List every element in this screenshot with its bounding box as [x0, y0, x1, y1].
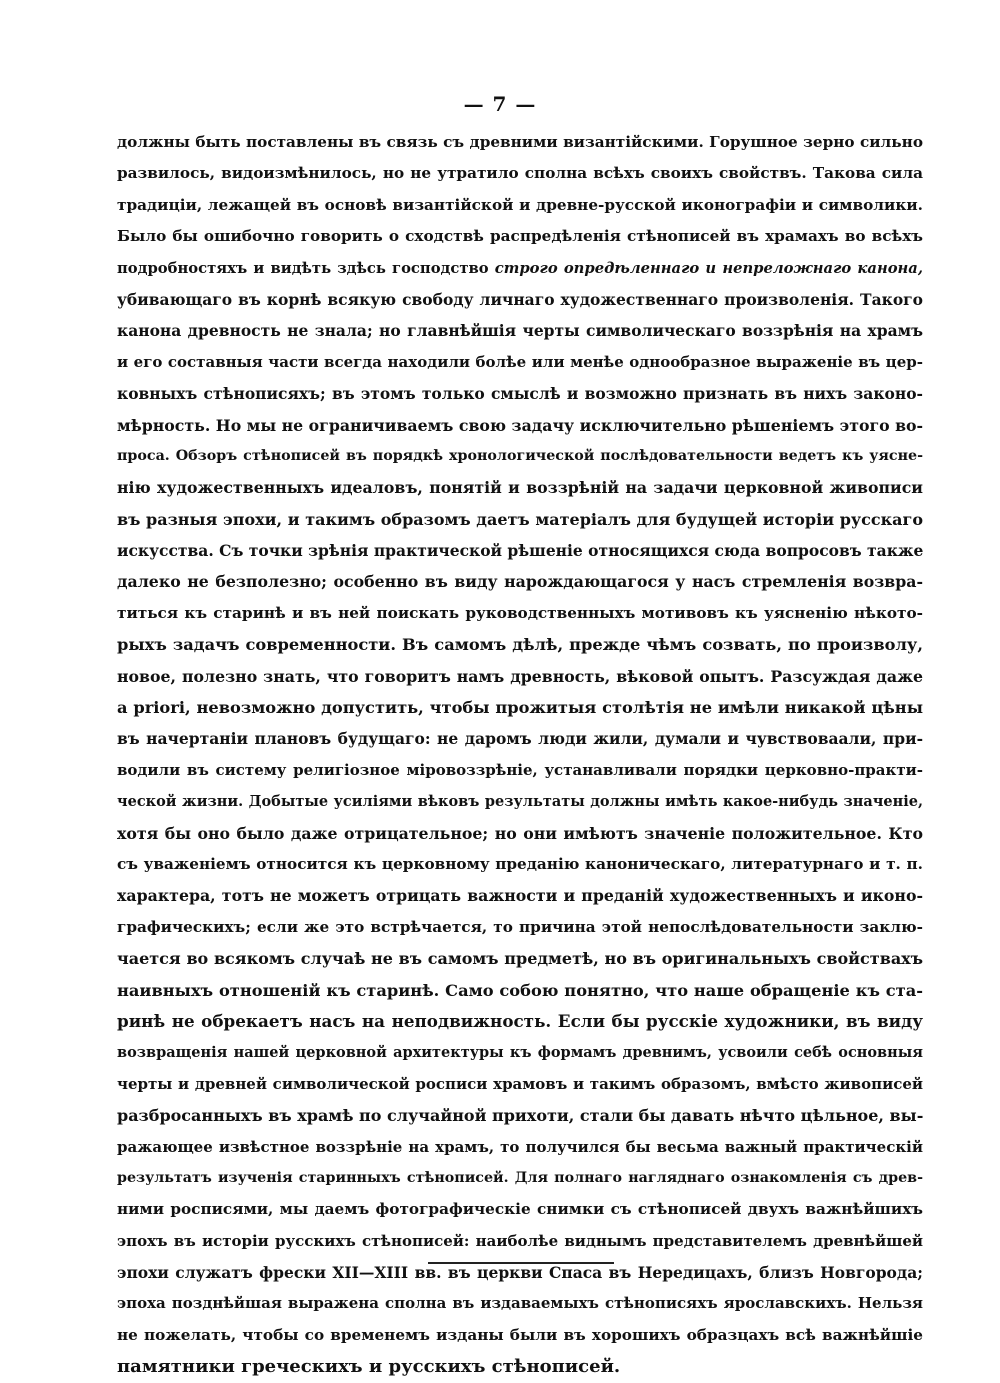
text-line: рыхъ задачъ современности. Въ самомъ дѣлѣ, прежде чѣмъ созвать, по произволу, — [117, 635, 923, 655]
text-line-with-emphasis — [117, 253, 923, 284]
text-line: эпохи служатъ фрески XII—XIII вв. въ церкви Спаса въ Нередицахъ, близъ Новгорода; — [117, 1263, 923, 1283]
text-line: не пожелать, чтобы со временемъ изданы были въ хорошихъ образцахъ всѣ важнѣйшіе — [117, 1325, 923, 1344]
text-line: наивныхъ отношеній къ старинѣ. Само собою понятно, что наше обращеніе къ ста- — [117, 980, 923, 1000]
text-line: далеко не безполезно; особенно въ виду нарождающагося у насъ стремленія возвра- — [117, 572, 923, 592]
text-line: и его составныя части всегда находили болѣе или менѣе однообразное выраженіе въ цер- — [117, 352, 923, 371]
text-line: ними росписями, мы даемъ фотографическіе снимки съ стѣнописей двухъ важнѣйшихъ — [117, 1200, 923, 1219]
text-line: новое, полезно знать, что говоритъ намъ древность, вѣковой опытъ. Разсуждая даже — [117, 666, 923, 686]
text-line: мѣрность. Но мы не ограничиваемъ свою задачу исключительно рѣшеніемъ этого во- — [117, 415, 924, 435]
page-number: — 7 — — [463, 92, 537, 116]
text-line: титься къ старинѣ и въ ней поискать руководственныхъ мотивовъ къ уясненію нѣкото- — [117, 603, 923, 622]
text-line: въ разныя эпохи, и такимъ образомъ даетъ матеріалъ для будущей исторіи русскаго — [117, 509, 923, 529]
text-line: убивающаго въ корнѣ всякую свободу личнаго художественнаго произволенія. Такого — [117, 289, 923, 309]
text-line: должны быть поставлены въ связь съ древними византійскими. Горушное зерно сильно — [117, 133, 923, 151]
text-line: Было бы ошибочно говорить о сходствѣ распредѣленія стѣнописей въ храмахъ во всѣхъ — [117, 227, 923, 246]
text-line: графическихъ; если же это встрѣчается, то причина этой непослѣдовательности заклю- — [117, 917, 923, 936]
text-line: ражающее извѣстное воззрѣніе на храмъ, то получился бы весьма важный практическій — [117, 1137, 923, 1156]
text-line: эпохъ въ исторіи русскихъ стѣнописей: наиболѣе виднымъ представителемъ древнѣйшей — [117, 1231, 923, 1250]
text-line: характера, тотъ не можетъ отрицать важности и преданій художественныхъ и иконо- — [117, 886, 923, 906]
text-line: ческой жизни. Добытые усиліями вѣковъ результаты должны имѣть какое-нибудь значеніе, — [117, 793, 923, 811]
text-line: хотя бы оно было даже отрицательное; но они имѣютъ значеніе положительное. Кто — [117, 823, 923, 843]
text-line: традиціи, лежащей въ основѣ византійской и древне-русской иконографіи и символики. — [117, 195, 923, 214]
text-line: черты и древней символической росписи храмовъ и такимъ образомъ, вмѣсто живописей — [117, 1074, 923, 1093]
text-line: разбросанныхъ въ храмѣ по случайной прихоти, стали бы давать нѣчто цѣльное, вы- — [117, 1106, 924, 1126]
text-line: искусства. Съ точки зрѣнія практической рѣшеніе относящихся сюда вопросовъ также — [117, 541, 924, 561]
text-line: чается во всякомъ случаѣ не въ самомъ предметѣ, но въ оригинальныхъ свойствахъ — [117, 949, 923, 969]
closing-rule — [428, 1262, 614, 1264]
text-line: въ начертаніи плановъ будущаго: не даромъ люди жили, думали и чувствоваали, при- — [117, 729, 923, 749]
text-line: канона древность не знала; но главнѣйшія черты символическаго воззрѣнія на храмъ — [117, 321, 923, 341]
text-line: a priori, невозможно допустить, чтобы прожитыя столѣтія не имѣли никакой цѣны — [117, 698, 923, 718]
body-text — [117, 127, 923, 1383]
text-line: возвращенія нашей церковной архитектуры къ формамъ древнимъ, усвоили себѣ основныя — [117, 1044, 923, 1062]
text-segment: подробностяхъ и видѣть здѣсь господство — [117, 259, 495, 277]
text-line: съ уваженіемъ относится къ церковному преданію каноническаго, литературнаго и т. п. — [117, 854, 923, 873]
text-line: развилось, видоизмѣнилось, но не утратило сполна всѣхъ своихъ свойствъ. Такова сила — [117, 164, 923, 183]
text-line: эпоха позднѣйшая выражена сполна въ издаваемыхъ стѣнописяхъ ярославскихъ. Нельзя — [117, 1294, 923, 1313]
text-line: проса. Обзоръ стѣнописей въ порядкѣ хронологической послѣдовательности ведетъ къ уясне- — [117, 447, 923, 464]
text-line: водили въ систему религіозное міровоззрѣніе, устанавливали порядки церковно-практи- — [117, 760, 923, 779]
text-line: ринѣ не обрекаетъ насъ на неподвижность. Если бы русскіе художники, въ виду — [117, 1010, 923, 1031]
italic-emphasis: строго опредѣленнаго и непреложнаго канона, — [494, 259, 923, 277]
text-line: нію художественныхъ идеаловъ, понятій и воззрѣній на задачи церковной живописи — [117, 478, 923, 498]
text-line: результатъ изученія старинныхъ стѣнописей. Для полнаго нагляднаго ознакомленія съ древ- — [117, 1169, 923, 1186]
text-line-last: памятники греческихъ и русскихъ стѣнописей. — [117, 1356, 621, 1378]
text-line: ковныхъ стѣнописяхъ; въ этомъ только смыслѣ и возможно признать въ нихъ законо- — [117, 384, 923, 404]
